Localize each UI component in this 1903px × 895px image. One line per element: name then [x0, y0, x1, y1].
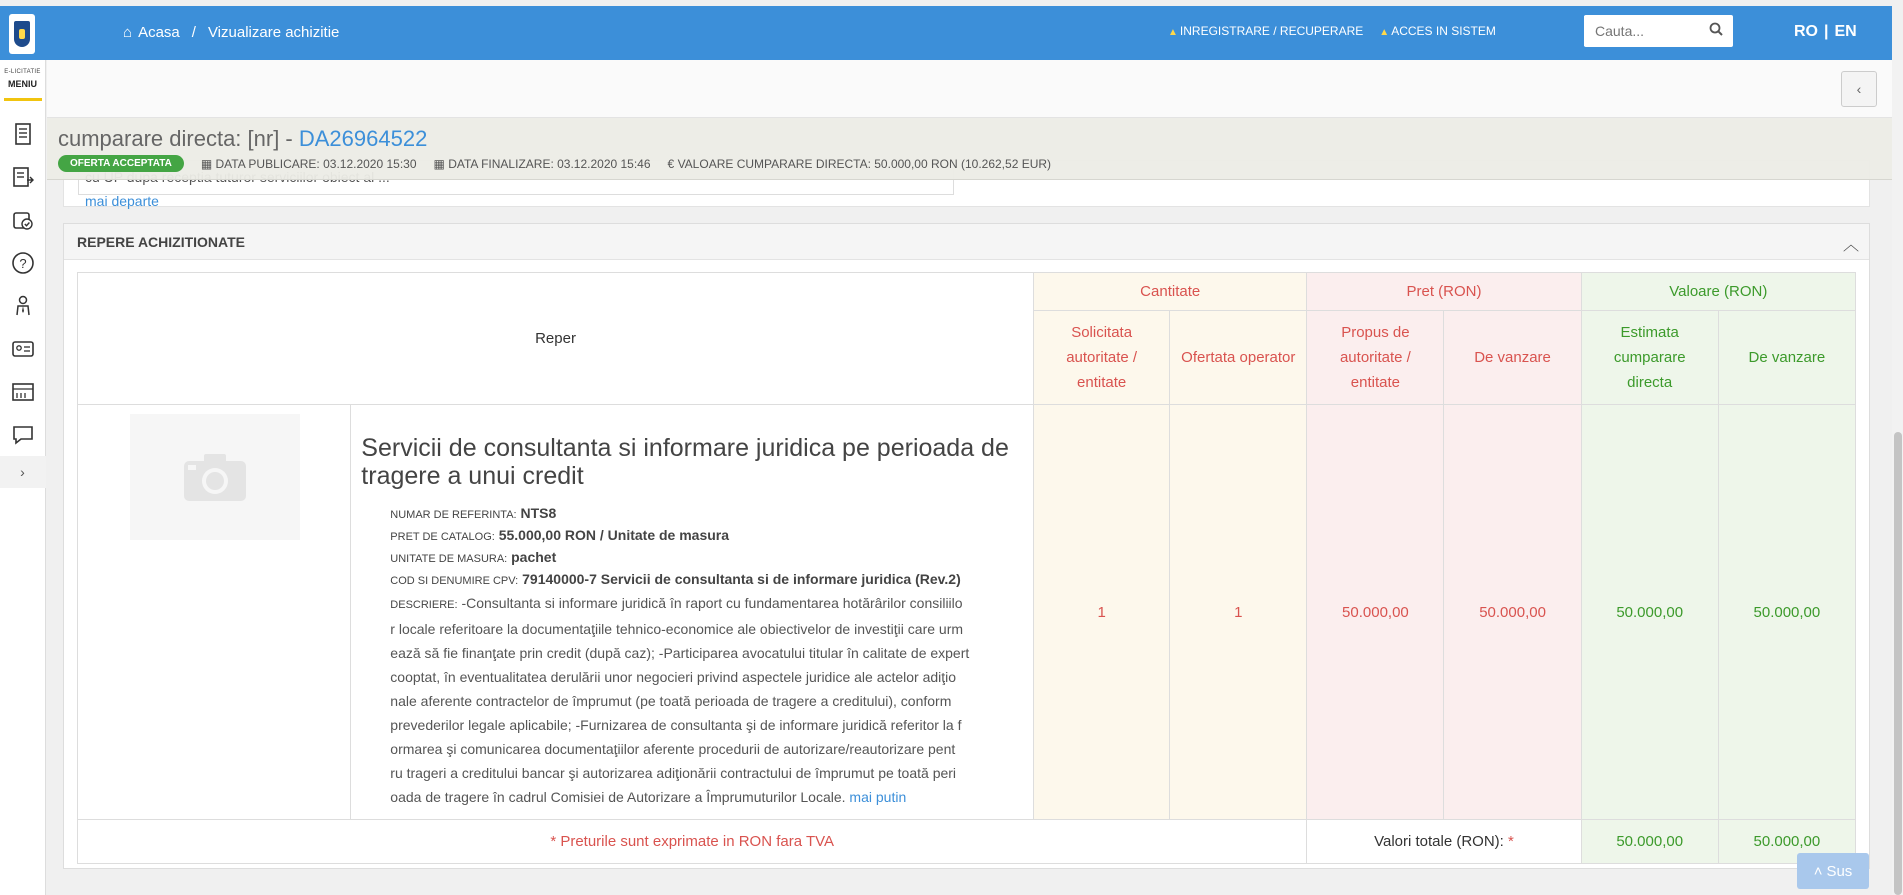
top-navbar — [0, 6, 1892, 60]
page-scrollbar[interactable] — [1892, 60, 1903, 895]
back-to-top-label: Sus — [1826, 862, 1853, 880]
totals-row — [78, 820, 1856, 864]
breadcrumb — [123, 24, 339, 41]
desc-line: -Consultanta si informare juridică în raport cu fundamentarea hotărârilor consiliilo — [461, 595, 963, 611]
item-title: Servicii de consultanta si informare juridica pe perioada de tragere a unui credit — [361, 434, 1009, 490]
ref-label: NUMAR DE REFERINTA: — [390, 509, 517, 521]
procurement-title — [58, 126, 427, 152]
items-table — [77, 272, 1856, 864]
total-vanzare: 50.000,00 — [1718, 820, 1855, 864]
person-tie-icon[interactable] — [0, 284, 46, 327]
header-cantitate: Cantitate — [1034, 273, 1307, 311]
show-more-link[interactable]: mai departe — [85, 193, 159, 209]
procurement-header — [47, 118, 1892, 180]
calendar-icon: ▦ — [200, 156, 216, 171]
item-description — [390, 591, 1025, 809]
sidebar-brand: E-LICITATIE — [4, 69, 41, 75]
item-image-cell — [78, 405, 351, 820]
cell-ofertata: 1 — [1170, 405, 1307, 820]
header-solicitata: Solicitata autoritate / entitate — [1034, 311, 1170, 405]
header-valoare-vanzare: De vanzare — [1718, 311, 1855, 405]
table-row — [78, 405, 1856, 820]
shield-icon — [14, 21, 30, 47]
desc-label: DESCRIERE: — [390, 599, 458, 611]
publish-date — [201, 157, 417, 171]
desc-line: oada de tragere în cadrul Comisiei de Autorizare a Împrumuturilor Locale. — [390, 789, 846, 805]
breadcrumb-current: Vizualizare achizitie — [207, 24, 340, 41]
desc-line: ru trageri a creditului bancar şi autorizarea adiţionării contractului de împrumut pe toată peri — [390, 765, 957, 781]
total-estimata: 50.000,00 — [1581, 820, 1718, 864]
procurement-code: DA26964522 — [298, 126, 428, 151]
calendar-icon: ▦ — [433, 156, 449, 171]
euro-icon: € — [667, 156, 678, 171]
show-less-link[interactable]: mai putin — [849, 789, 907, 805]
item-image-placeholder — [130, 414, 300, 540]
unit-value: pachet — [511, 549, 557, 565]
site-logo[interactable] — [9, 14, 35, 54]
cell-valoare-vanzare: 50.000,00 — [1718, 405, 1855, 820]
sidebar-divider — [4, 98, 42, 101]
required-star: * — [1508, 833, 1514, 850]
collapse-panel-button[interactable]: ‹ — [1841, 71, 1877, 107]
totals-label: Valori totale (RON): — [1374, 833, 1504, 850]
cell-estimata: 50.000,00 — [1581, 405, 1718, 820]
lock-icon: ▲ — [1379, 27, 1390, 38]
desc-line: ormarea şi comunicarea documentaţiilor aferente procedurii de autorizare/reautorizare pent — [390, 741, 956, 757]
back-to-top-button[interactable] — [1797, 853, 1869, 889]
export-list-icon[interactable] — [0, 155, 46, 198]
svg-text:?: ? — [18, 255, 27, 271]
sidebar-expand-button[interactable]: › — [0, 456, 46, 488]
help-circle-icon[interactable] — [0, 241, 46, 284]
terminal-card-icon[interactable] — [0, 370, 46, 413]
procurement-title-prefix: cumparare directa: [nr] - — [58, 126, 299, 151]
desc-line: cooptat, în eventualitatea derulării unor negocieri privind aspectele juridice ale actelor adiţio — [390, 669, 957, 685]
header-reper: Reper — [78, 273, 1034, 405]
direct-purchase-value — [668, 157, 1051, 171]
cpv-value: 79140000-7 Servicii de consultanta si de informare juridica (Rev.2) — [522, 571, 961, 587]
chevron-up-icon[interactable]: ︿ — [1842, 237, 1859, 254]
language-switch — [1794, 23, 1857, 41]
item-description-cell — [351, 405, 1034, 820]
procurement-meta — [58, 155, 1051, 172]
finalize-date-text: DATA FINALIZARE: 03.12.2020 15:46 — [448, 156, 651, 171]
panel-title: REPERE ACHIZITIONATE — [77, 234, 246, 250]
scrollbar-thumb[interactable] — [1894, 432, 1902, 895]
catalog-value: 55.000,00 RON / Unitate de masura — [498, 527, 730, 543]
cell-pret-vanzare: 50.000,00 — [1444, 405, 1581, 820]
lang-separator: | — [1824, 23, 1829, 40]
breadcrumb-separator: / — [191, 24, 196, 41]
breadcrumb-home[interactable]: Acasa — [138, 24, 180, 41]
sidebar-menu-label[interactable]: MENIU — [8, 79, 37, 89]
desc-line: prevederilor legale aplicabile; -Furnizarea de consultanta şi de informare juridică referitor la f — [390, 717, 962, 733]
status-badge: OFERTA ACCEPTATA — [58, 155, 184, 172]
search-input[interactable] — [1584, 16, 1699, 46]
totals-label-cell — [1307, 820, 1581, 864]
header-pret: Pret (RON) — [1307, 273, 1581, 311]
document-list-icon[interactable] — [0, 112, 46, 155]
publish-date-text: DATA PUBLICARE: 03.12.2020 15:30 — [215, 156, 417, 171]
desc-line: nale aferente contractelor de împrumut (pe toată perioada de tragere a creditului), conform — [390, 693, 952, 709]
purchased-items-panel — [63, 223, 1870, 869]
ref-value: NTS8 — [520, 505, 557, 521]
prices-note: * Preturile sunt exprimate in RON fara TVA — [78, 820, 1307, 864]
unit-label: UNITATE DE MASURA: — [390, 553, 508, 565]
header-estimata: Estimata cumparare directa — [1581, 311, 1718, 405]
camera-icon — [182, 451, 248, 503]
lang-ro[interactable]: RO — [1794, 23, 1818, 40]
panel-header[interactable] — [64, 224, 1869, 260]
auth-links — [1168, 24, 1496, 38]
register-link[interactable] — [1168, 24, 1363, 38]
header-ofertata: Ofertata operator — [1170, 311, 1307, 405]
catalog-label: PRET DE CATALOG: — [390, 531, 495, 543]
register-label: INREGISTRARE / RECUPERARE — [1179, 24, 1364, 38]
search-icon[interactable] — [1709, 22, 1723, 36]
header-propus: Propus de autoritate / entitate — [1307, 311, 1444, 405]
cell-solicitata: 1 — [1034, 405, 1170, 820]
home-icon[interactable]: ⌂ — [123, 24, 133, 41]
login-label: ACCES IN SISTEM — [1391, 24, 1496, 38]
desc-line: ează să fie finanţate prin credit (după caz); -Participarea avocatului titular în calitate de expert — [390, 645, 970, 661]
finalize-date — [434, 157, 651, 171]
wallet-check-icon[interactable] — [0, 198, 46, 241]
cell-propus: 50.000,00 — [1307, 405, 1444, 820]
direct-purchase-value-text: VALOARE CUMPARARE DIRECTA: 50.000,00 RON (10.262,52 EUR) — [677, 156, 1052, 171]
lock-icon: ▲ — [1168, 27, 1178, 38]
chevron-up-icon: ˄ — [1813, 862, 1823, 880]
id-card-icon[interactable] — [0, 327, 46, 370]
header-valoare: Valoare (RON) — [1581, 273, 1855, 311]
header-pret-vanzare: De vanzare — [1444, 311, 1581, 405]
cpv-label: COD SI DENUMIRE CPV: — [390, 575, 519, 587]
desc-line: r locale referitoare la documentaţiile tehnico-economice ale obiectivelor de investiţii care urm — [390, 621, 964, 637]
item-specs — [390, 503, 1025, 809]
left-sidebar — [0, 60, 46, 895]
secondary-toolbar — [47, 60, 1892, 118]
login-link[interactable] — [1379, 24, 1496, 38]
search-box — [1584, 15, 1733, 47]
lang-en[interactable]: EN — [1834, 23, 1857, 40]
chat-bubble-icon[interactable] — [0, 413, 46, 456]
